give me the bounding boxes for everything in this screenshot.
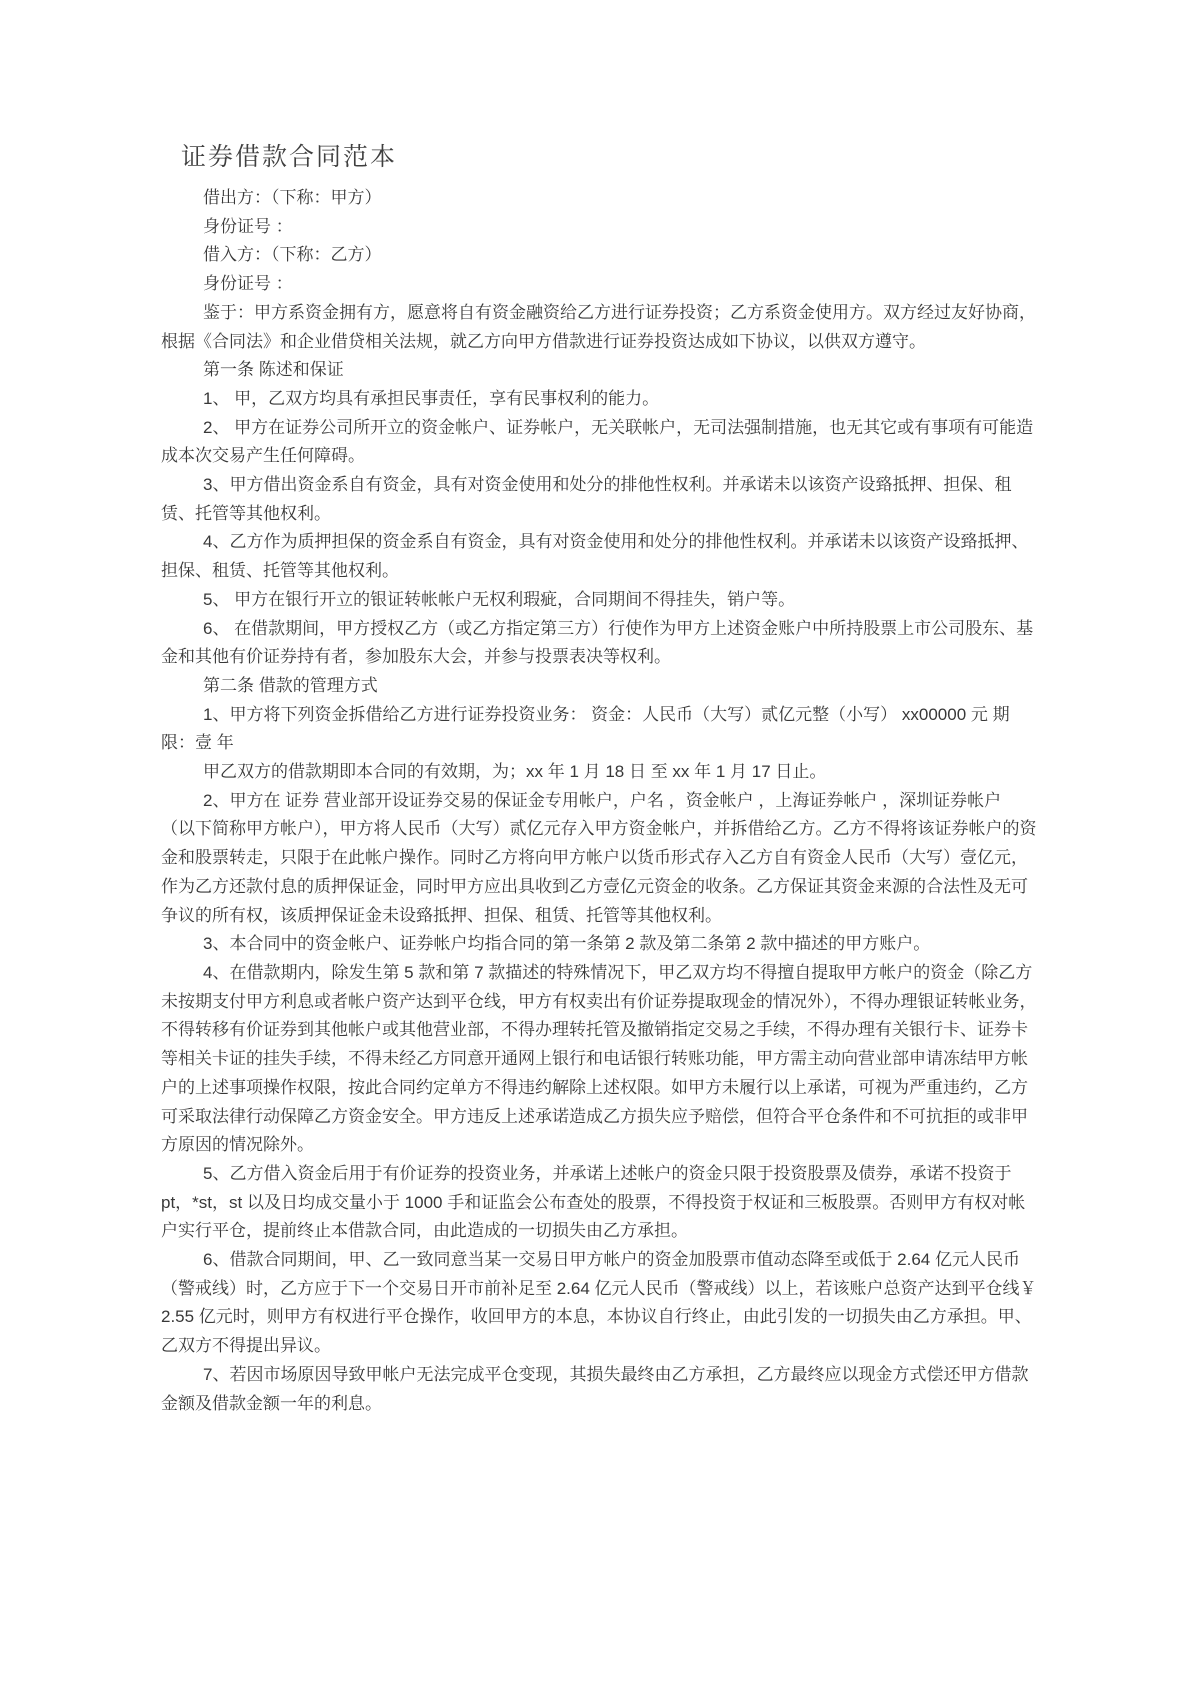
contract-paragraph: 鉴于：甲方系资金拥有方，愿意将自有资金融资给乙方进行证券投资；乙方系资金使用方。双方经过友好协商，根据《合同法》和企业借贷相关法规，就乙方向甲方借款进行证券投资达成如下协议，以供双方遵守。 [161, 302, 1036, 351]
contract-paragraph: 第一条 陈述和保证 [203, 360, 344, 380]
contract-paragraph: 1、 甲，乙双方均具有承担民事责任，享有民事权利的能力。 [203, 388, 660, 408]
contract-paragraph: 借入方：（下称：乙方） [203, 245, 382, 265]
contract-paragraph: 3、本合同中的资金帐户、证券帐户均指合同的第一条第 2 款及第二条第 2 款中描述的甲方账户。 [203, 934, 931, 954]
document-body [161, 184, 1038, 1418]
contract-paragraph: 2、 甲方在证券公司所开立的资金帐户、证券帐户，无关联帐户，无司法强制措施，也无其它或有事项有可能造成本次交易产生任何障碍。 [161, 417, 1034, 466]
contract-paragraph: 5、乙方借入资金后用于有价证券的投资业务，并承诺上述帐户的资金只限于投资股票及债券，承诺不投资于 pt，*st，st 以及日均成交量小于 1000 手和证监会公布查处的股票，不得投资于权证和三板股票。否则甲方有权对帐户实行平仓，提前终止本借款合同，由此造成的一切损失由乙方承担。 [161, 1163, 1026, 1241]
contract-paragraph: 3、甲方借出资金系自有资金，具有对资金使用和处分的排他性权利。并承诺未以该资产设臵抵押、担保、租赁、托管等其他权利。 [161, 475, 1012, 523]
contract-paragraph: 7、若因市场原因导致甲帐户无法完成平仓变现，其损失最终由乙方承担，乙方最终应以现金方式偿还甲方借款金额及借款金额一年的利息。 [161, 1364, 1029, 1413]
contract-paragraph: 借出方：（下称：甲方） [203, 188, 382, 207]
contract-paragraph: 身份证号 ： [203, 274, 293, 294]
contract-paragraph: 2、甲方在 证券 营业部开设证券交易的保证金专用帐户，户名 ，资金帐户 ，上海证券帐户 ，深圳证券帐户 （以下简称甲方帐户），甲方将人民币（大写）贰亿元存入甲方资金帐户，并拆借给乙方。乙方不得将该证券帐户的资金和股票转走，只限于在此帐户操作。同时乙方将向甲方帐户以货币形式存入乙方自有资金人民币（大写）壹亿元，作为乙方还款付息的质押保证金，同时甲方应出具收到乙方壹亿元资金的收条。乙方保证其资金来源的合法性及无可争议的所有权，该质押保证金未设臵抵押、担保、租赁、托管等其他权利。 [161, 790, 1037, 925]
contract-paragraph: 1、甲方将下列资金拆借给乙方进行证券投资业务： 资金：人民币（大写）贰亿元整（小写） xx00000 元 期限：壹 年 [161, 704, 1010, 753]
contract-paragraph: 4、乙方作为质押担保的资金系自有资金，具有对资金使用和处分的排他性权利。并承诺未以该资产设臵抵押、担保、租赁、托管等其他权利。 [161, 532, 1029, 581]
contract-paragraph: 6、借款合同期间，甲、乙一致同意当某一交易日甲方帐户的资金加股票市值动态降至或低于 2.64 亿元人民币（警戒线）时，乙方应于下一个交易日开市前补足至 2.64 亿元人民币（警戒线）以上，若该账户总资产达到平仓线￥ 2.55 亿元时，则甲方有权进行平仓操作，收回甲方的本息，本协议自行终止，由此引发的一切损失由乙方承担。甲、乙双方不得提出异议。 [161, 1250, 1037, 1356]
contract-paragraph: 6、 在借款期间，甲方授权乙方（或乙方指定第三方）行使作为甲方上述资金账户中所持股票上市公司股东、基金和其他有价证券持有者，参加股东大会，并参与投票表决等权利。 [161, 618, 1034, 667]
contract-paragraph: 4、在借款期内，除发生第 5 款和第 7 款描述的特殊情况下，甲乙双方均不得擅自提取甲方帐户的资金（除乙方未按期支付甲方利息或者帐户资产达到平仓线，甲方有权卖出有价证券提取现金的情况外），不得办理银证转帐业务，不得转移有价证券到其他帐户或其他营业部，不得办理转托管及撤销指定交易之手续，不得办理有关银行卡、证券卡等相关卡证的挂失手续，不得未经乙方同意开通网上银行和电话银行转账功能，甲方需主动向营业部申请冻结甲方帐户的上述事项操作权限，按此合同约定单方不得违约解除上述权限。如甲方未履行以上承诺，可视为严重违约，乙方可采取法律行动保障乙方资金安全。甲方违反上述承诺造成乙方损失应予赔偿，但符合平仓条件和不可抗拒的或非甲方原因的情况除外。 [161, 962, 1037, 1155]
contract-paragraph: 身份证号 ： [203, 216, 293, 236]
contract-paragraph: 第二条 借款的管理方式 [203, 675, 378, 695]
contract-paragraph: 甲乙双方的借款期即本合同的有效期，为；xx 年 1 月 18 日 至 xx 年 1 月 17 日止。 [203, 762, 827, 782]
contract-paragraph: 5、 甲方在银行开立的银证转帐帐户无权利瑕疵，合同期间不得挂失，销户等。 [203, 589, 796, 609]
document-title: 证券借款合同范本 [181, 144, 398, 171]
